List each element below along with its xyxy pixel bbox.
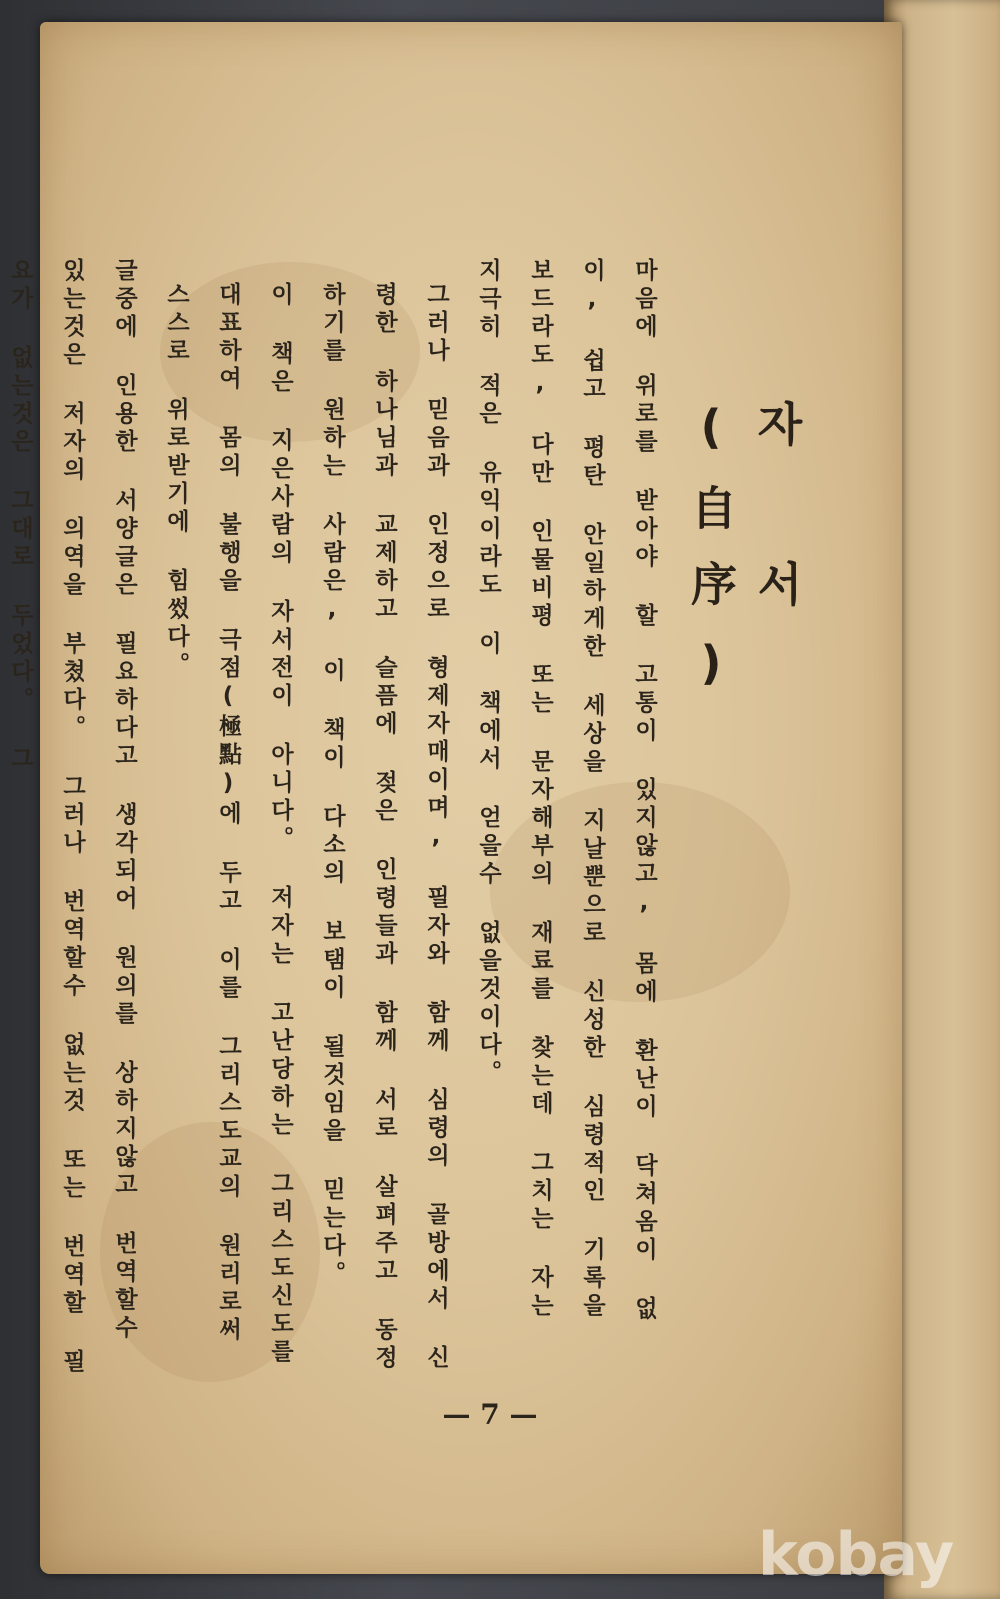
page-number: — 7 — [442, 1398, 538, 1431]
watermark-logo: kobay [758, 1520, 954, 1590]
paragraph: 그러나 믿음과 인정으로 형제자매이며, 필자와 함께 심령의 골방에서 신령한 하나님과 교제하고 슬픔에 젖은 인령들과 함께 서로 살펴주고 동정하기를 원하는 사람은, 이 책이 다소의 보탬이 될것임을 믿는다。 [319, 282, 449, 1373]
paragraph: 이 책은 지은사람의 자서전이 아니다。 저자는 고난당하는 그리스도신도를 대표하여 몸의 불행을 극점(極點)에 두고 이를 그리스도교의 원리로써 스스로 위로받기에 힘썼다。 [163, 282, 293, 1367]
paragraph: 글중에 인용한 서양글은 필요하다고 생각되어 원의를 상하지않고 번역할수 있는것은 저자의 의역을 부쳤다。 그러나 번역할수 없는것 또는 번역할 필요가 없는것은 그대로 두었다。 그 [7, 258, 137, 1377]
body-text [7, 258, 670, 1378]
paragraph: 마음에 위로를 받아야 할 고통이 있지않고, 몸에 환난이 닥쳐옴이 없이, 쉽고 평탄 안일하게한 세상을 지날뿐으로 신성한 심령적인 기록을 보드라도, 다만 인물비평 또는 문자해부의 재료를 찾는데 그치는 자는 지극히 적은 유익이라도 이 책에서 얻을수 없을것이다。 [475, 258, 657, 1324]
page-title: 자 서(自序) [684, 400, 804, 720]
